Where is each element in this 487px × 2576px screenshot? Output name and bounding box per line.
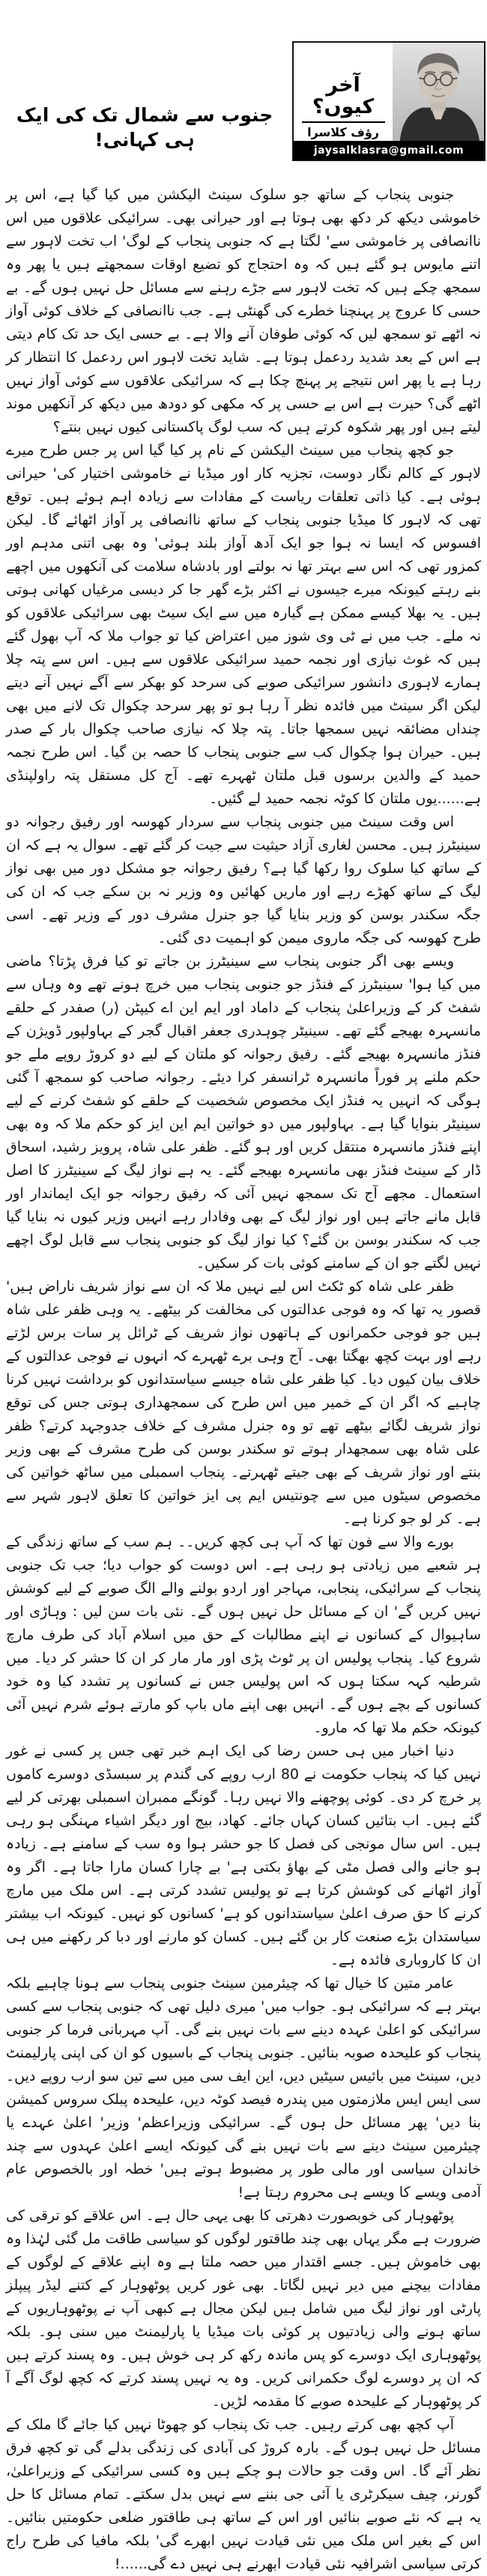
author-name: رؤف کلاسرا xyxy=(307,125,379,139)
masthead-main xyxy=(294,43,484,141)
article-paragraph: اس وقت سینٹ میں جنوبی پنجاب سے سردار کھوسہ اور رفیق رجوانہ دو سینیٹرز ہیں۔ محسن لغاری آزاد حیثیت سے جیت کر گئے تھے۔ سوال یہ ہے کہ ان کے ساتھ کیا سلوک روا رکھا گیا ہے؟ رفیق رجوانہ جو مشکل دور میں بھی نواز لیگ کے ساتھ کھڑے رہے اور ماریں کھائیں وہ وزیر نہ بن سکے جب کہ ان کی جگہ سکندر بوسن کو وزیر بنایا گیا جو جنرل مشرف دور کے وزیر تھے۔ اسی طرح کھوسہ کی جگہ ماروی میمن کو اہمیت دی گئی۔ xyxy=(6,814,481,946)
article-paragraph: ظفر علی شاہ کو ٹکٹ اس لیے نہیں ملا کہ ان سے نواز شریف ناراض ہیں' قصور یہ تھا کہ وہ فوجی عدالتوں کی مخالفت کر بیٹھے۔ یہ وہی ظفر علی شاہ ہیں جو فوجی حکمرانوں کے ہاتھوں نواز شریف کے ٹرائل پر سات برس لڑتے رہے اور بہت کچھ بھگتا بھی۔ آج وہی برے ٹھہرے کہ انہوں نے فوجی عدالتوں کے خلاف بیان کیوں دیا۔ کیا ظفر علی شاہ جیسے سیاستدانوں کو برداشت نہیں کرنا چاہیے کہ اگر ان کے خمیر میں اس طرح کی سمجھداری ہوتی جس کی توقع نواز شریف لگائے بیٹھے تھے تو وہ جنرل مشرف کے خلاف جدوجہد کرتے؟ ظفر علی شاہ بھی سمجھدار ہوتے تو سکندر بوسن کی طرح مشرف کے بھی وزیر بنتے اور نواز شریف کے بھی جیتے ٹھہرتے۔ پنجاب اسمبلی میں ساٹھ خواتین کی مخصوص سیٹوں میں سے چونتیس ایم پی ایز خواتین کا تعلق لاہور شہر سے ہے۔ کر لو جو کرنا ہے۔ xyxy=(6,1278,481,1527)
title-divider xyxy=(302,121,385,123)
article-paragraph: دنیا اخبار میں ہی حسن رضا کی ایک اہم خبر تھی جس پر کسی نے غور نہیں کیا کہ پنجاب حکومت نے 80 ارب روپے کی گندم پر سبسڈی دوسرے کاموں پر خرچ کر دی۔ کوئی پوچھنے والا نہیں رہا۔ گونگے ممبران اسمبلی بھرتی کر لیے گئے ہیں۔ اب بتائیں کسان کہاں جائے۔ کھاد، بیج اور دیگر اشیاء مہنگی ہو رہی ہیں۔ اس سال مونجی کی فصل کا جو حشر ہوا وہ سب کے سامنے ہے۔ زیادہ ہو جانے والی فصل مٹی کے بھاؤ بکتی ہے' بے چارا کسان مارا جاتا ہے۔ اگر وہ آواز اٹھانے کی کوشش کرتا ہے تو پولیس تشدد کرتی ہے۔ اس ملک میں مارچ کرنے کا حق صرف اعلیٰ سیاستدانوں کو ہے' کسانوں کو نہیں۔ کیونکہ اب بیشتر سیاستدان بڑے صنعت کار بن گئے ہیں۔ کسان کو مارنے اور دبا کر رکھنے میں ہی ان کا کاروباری فائدہ ہے۔ xyxy=(6,1743,482,1968)
masthead-left xyxy=(294,43,393,141)
author-photo xyxy=(393,43,484,141)
article-paragraph: ویسے بھی اگر جنوبی پنجاب سے سینیٹرز بن جاتے تو کیا فرق پڑتا؟ ماضی میں کیا ہوا' سینیٹرز کے فنڈز جو جنوبی پنجاب میں خرچ ہونے تھے وہ وہاں سے شفٹ کر کے وزیراعلیٰ پنجاب کے داماد اور ایم این اے کیپٹن (ر) صفدر کے حلقے مانسہرہ بھیجے گئے تھے۔ سینیٹر چوہدری جعفر اقبال گجر کے بہاولپور ڈویژن کے فنڈز مانسہرہ بھیجے گئے۔ رفیق رجوانہ کو ملتان کے لیے دو کروڑ روپے ملے جو حکم ملنے پر فوراً مانسہرہ ٹرانسفر کرا دیئے۔ رجوانہ صاحب کو سمجھ آ گئی ہوگی کہ انہیں یہ فنڈز ایک مخصوص شخصیت کے حلقے کو شفٹ کرنے کے لیے سینیٹر بنوایا گیا ہے۔ بہاولپور میں دو خواتین ایم این ایز کو حکم ملا کہ وہ بھی اپنے فنڈز مانسہرہ منتقل کریں اور ہو گئے۔ ظفر علی شاہ، پرویز رشید، اسحاق ڈار کے سینٹ فنڈز بھی مانسہرہ بھیجے گئے۔ یہ ہے نواز لیگ کے سینیٹرز کا اصل استعمال۔ مجھے آج تک سمجھ نہیں آئی کہ رفیق رجوانہ جو ایک ایماندار اور قابل مانے جاتے ہیں اور نواز لیگ کے بھی وفادار رہے انہیں وزیر کیوں نہ بنایا گیا جب کہ سکندر بوسن بن گئے؟ کیا نواز لیگ کو جنوبی پنجاب سے قابل لوگ اچھے نہیں لگتے جو ان کے سامنے کوئی بات کر سکیں۔ xyxy=(6,953,481,1272)
email-bar xyxy=(294,141,484,160)
article-paragraph: آپ کچھ بھی کرتے رہیں۔ جب تک پنجاب کو چھوٹا نہیں کیا جائے گا ملک کے مسائل حل نہیں ہوں گے۔ بارہ کروڑ کی آبادی کی زندگی بدلے گی تو کچھ فرق نظر آئے گا۔ اس وقت جو حالات ہو چکے ہیں وہ کسی سرائیکی کے وزیراعلیٰ، گورنر، چیف سیکرٹری یا آئی جی بننے سے نہیں بدل سکتے۔ تمام مسائل کا حل یہ ہے کہ نئے صوبے بنائیں اور اس کے ساتھ ہی طاقتور ضلعی حکومتیں بنائیں۔ اس کے بغیر اس ملک میں نئی قیادت نہیں ابھرے گی' بلکہ مافیا کی طرح راج کرتی سیاسی اشرافیہ نئی قیادت ابھرنے ہی نہیں دے گی......! xyxy=(6,2416,481,2572)
author-portrait-icon xyxy=(393,43,484,141)
article-headline: جنوب سے شمال تک کی ایک ہی کہانی! xyxy=(16,104,273,151)
author-email: jaysalklasra@gmail.com xyxy=(313,144,465,157)
article-paragraph: عامر متین کا خیال تھا کہ چیئرمین سینٹ جنوبی پنجاب سے ہونا چاہیے بلکہ بہتر ہے کہ سرائیکی ہو۔ جواب میں' میری دلیل تھی کہ جنوبی پنجاب سے کسی سرائیکی کو اعلیٰ عہدہ دینے سے بات نہیں بنے گی۔ آپ مہربانی فرما کر جنوبی پنجاب کو علیحدہ صوبہ بنائیں۔ جنوبی پنجاب کے باسیوں کو ان کی اپنی پارلیمنٹ دیں، سینٹ میں بائیس سیٹیں دیں، این ایف سی میں سے تین سو ارب روپے دیں۔ سی ایس ایس ملازمتوں میں پندرہ فیصد کوٹہ دیں، علیحدہ پبلک سروس کمیشن بنا دیں' پھر مسائل حل ہوں گے۔ سرائیکی وزیراعظم' وزیر' اعلیٰ عہدے یا چیئرمین سینٹ دینے سے بات نہیں بنے گی کیونکہ ایسے اعلیٰ عہدوں سے چند خاندان سیاسی اور مالی طور پر مضبوط ہوتے ہیں' خطہ اور بالخصوص عام آدمی ویسے کا ویسے ہی محروم رہتا ہے! xyxy=(6,1975,481,2201)
article-paragraph: جو کچھ پنجاب میں سینٹ الیکشن کے نام پر کیا گیا اس پر جس طرح میرے لاہور کے کالم نگار دوست، تجزیہ کار اور میڈیا نے خاموشی اختیار کی' حیرانی ہوئی ہے۔ کیا ذاتی تعلقات ریاست کے مفادات سے زیادہ اہم ہوئے ہیں۔ توقع تھی کہ لاہور کا میڈیا جنوبی پنجاب کے ساتھ ناانصافی پر آواز اٹھائے گا۔ لیکن افسوس کہ ایسا نہ ہوا جو ایک آدھ آواز بلند ہوئی' وہ بھی اتنی مدہم اور کمزور تھی کہ اس سے بہتر تھا نہ بولتے اور بادشاہ سلامت کی آنکھوں میں اچھے بنے رہتے کیونکہ میرے جیسوں نے اکثر بڑے گھر جا کر دیسی مرغیاں کھانی ہوتی ہیں۔ یہ بھلا کیسے ممکن ہے گیارہ میں سے ایک سیٹ بھی سرائیکی علاقوں کو نہ ملے۔ جب میں نے ٹی وی شوز میں اعتراض کیا تو جواب ملا کہ آپ بھول گئے ہیں کہ غوث نیازی اور نجمہ حمید سرائیکی علاقوں سے ہیں۔ اس سے پتہ چلا ہمارے لاہوری دانشور سرائیکی صوبے کی سرحد کو بھکر سے آگے نہیں آنے دیتے لیکن اگر سینٹ میں فائدہ نظر آ رہا ہو تو پھر سرحد چکوال تک لانے میں بھی چنداں مضائقہ نہیں سمجھا جاتا۔ پتہ چلا کہ نیازی صاحب چکوال بار کے صدر ہیں۔ حیران ہوا چکوال کب سے جنوبی پنجاب کا حصہ بن گیا۔ اس طرح نجمہ حمید کے والدین برسوں قبل ملتان ٹھہرے تھے۔ آج کل مستقل پتہ راولپنڈی ہے......یوں ملتان کا کوٹہ نجمہ حمید لے گئیں۔ xyxy=(6,442,481,807)
article-body xyxy=(6,184,481,2576)
article-paragraph: پوٹھوہار کی خوبصورت دھرتی کا بھی یہی حال ہے۔ اس علاقے کو ترقی کی ضرورت ہے مگر یہاں بھی چند طاقتور لوگوں کو سیاسی طاقت مل گئی لہٰذا وہ بھی خاموش ہیں۔ جسے اقتدار میں حصہ ملتا ہے وہ اپنے علاقے کے لوگوں کے مفادات بیچنے میں دیر نہیں لگاتا۔ بھی غور کریں پوٹھوہار کے کتنے لیڈر پیپلز پارٹی اور نواز لیگ میں شامل ہیں لیکن مجال ہے کبھی آپ نے پوٹھوہاریوں کے ساتھ ہونے والی زیادتیوں پر کوئی بات میڈیا یا پارلیمنٹ میں سنی ہو۔ بلکہ پوٹھوہاری ایک دوسرے کو پس ماندہ رکھ کر ہی خوش ہیں۔ وہ پسند کرتے ہیں کہ ان پر دوسرے لوگ حکمرانی کریں۔ وہ یہ نہیں پسند کرتے کہ کچھ لوگ آگے آ کر پوٹھوہار کے علیحدہ صوبے کا مقدمہ لڑیں۔ xyxy=(6,2207,481,2410)
masthead-box xyxy=(292,41,486,161)
article-paragraph: جنوبی پنجاب کے ساتھ جو سلوک سینٹ الیکشن میں کیا گیا ہے، اس پر خاموشی دیکھ کر دکھ بھی ہوتا ہے اور حیرانی بھی۔ سرائیکی علاقوں میں اس ناانصافی پر خاموشی سے' لگتا ہے کہ جنوبی پنجاب کے لوگ' اب تخت لاہور سے اتنے مایوس ہو گئے ہیں کہ وہ احتجاج کو تضیع اوقات سمجھتے ہیں یا پھر وہ سمجھ چکے ہیں کہ تخت لاہور سے جڑے رہنے سے مسائل حل نہیں ہوں گے۔ بے حسی کا عروج پر پہنچنا خطرے کی گھنٹی ہے۔ جب ناانصافی کے خلاف کوئی آواز نہ اٹھے تو سمجھ لیں کہ کوئی طوفان آنے والا ہے۔ بے حسی ایک حد تک کام دیتی ہے اس کے بعد شدید ردعمل ہوتا ہے۔ شاید تخت لاہور اس ردعمل کا انتظار کر رہا ہے یا پھر اس نتیجے پر پہنچ چکا ہے کہ سرائیکی علاقوں سے کوئی آواز نہیں اٹھے گی؟ حیرت ہے اس بے حسی پر کہ مکھی کو دودھ میں دیکھ کر آنکھیں موند لیتے ہیں اور پھر شکوہ کرتے ہیں کہ سب لوگ پاکستانی کیوں نہیں بنتے؟ xyxy=(6,187,481,435)
column-title: آخر کیوں؟ xyxy=(312,73,375,119)
column-header xyxy=(0,0,487,184)
article-paragraph: بورے والا سے فون تھا کہ آپ ہی کچھ کریں۔۔ ہم سب کے ساتھ زندگی کے ہر شعبے میں زیادتی ہو رہی ہے۔ اس دوست کو جواب دیا؛ جب تک جنوبی پنجاب کے سرائیکی، پنجابی، مہاجر اور اردو بولنے والے الگ صوبے کے لیے کوشش نہیں کریں گے' ان کے مسائل حل نہیں ہوں گے۔ نئی بات سن لیں : وہاڑی اور ساہیوال کے کسانوں نے اپنے مطالبات کے حق میں اسلام آباد کی طرف مارچ شروع کیا۔ پنجاب پولیس ان پر ٹوٹ پڑی اور مار مار کر ان کا حشر کر دیا۔ میں شرطیہ کہہ سکتا ہوں کہ اس پولیس جس نے کسانوں پر تشدد کیا وہ خود کسانوں کے بچے ہوں گے۔ انہیں بھی اپنے ماں باپ کو مارتے ہوئے شرم نہیں آئی کیونکہ حکم ملا تھا کہ مارو۔ xyxy=(6,1534,481,1736)
